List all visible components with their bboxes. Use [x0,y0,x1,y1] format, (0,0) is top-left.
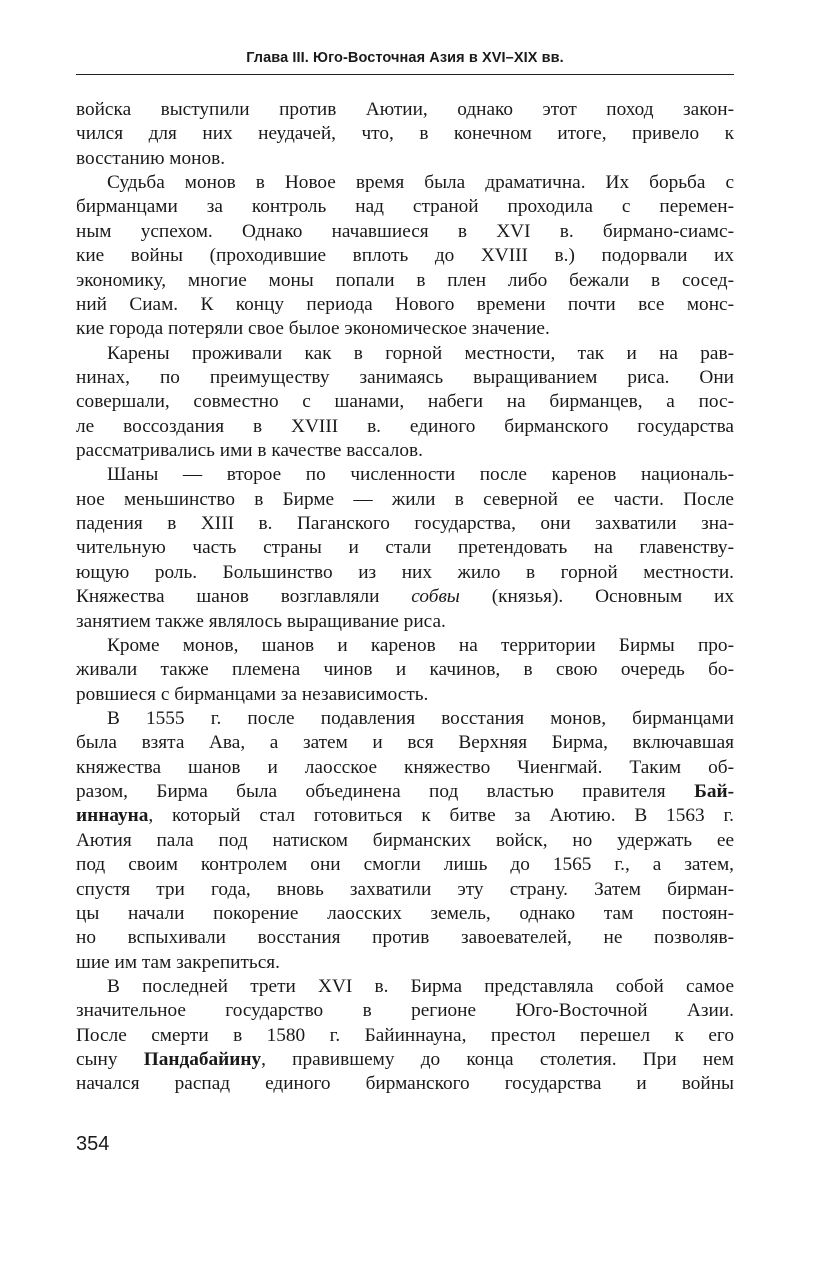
paragraph [76,975,734,1097]
text-line: экономику, многие моны попали в плен либо бежали в сосед- [76,269,734,291]
text-line: Карены проживали как в горной местности, так и на рав- [107,342,734,364]
text-line: была взята Ава, а затем и вся Верхняя Бирма, включавшая [76,732,734,754]
text-line: падения в XIII в. Паганского государства, они захватили зна- [76,513,734,535]
text-line: живали также племена чинов и качинов, в свою очередь бо- [76,659,734,681]
text-line: После смерти в 1580 г. Байиннауна, престол перешел к его [76,1024,734,1046]
text-line: шие им там закрепиться. [76,951,280,973]
paragraph [76,98,734,171]
text-line: кие войны (проходившие вплоть до XVIII в.) подорвали их [76,245,734,267]
text-line: Аютия пала под натиском бирманских войск, но удержать ее [76,829,734,851]
text-line: иннауна, который стал готовиться к битве за Аютию. В 1563 г. [76,805,734,827]
text-line: цы начали покорение лаосских земель, однако там постоян- [76,902,734,924]
text-line: В последней трети XVI в. Бирма представляла собой самое [107,975,734,997]
text-line: Судьба монов в Новое время была драматична. Их борьба с [107,172,734,194]
text-line: В 1555 г. после подавления восстания монов, бирманцами [107,707,734,729]
text-line: значительное государство в регионе Юго-Восточной Азии. [76,1000,734,1022]
text-line: княжества шанов и лаосское княжество Чиенгмай. Таким об- [76,756,734,778]
text-line: совершали, совместно с шанами, набеги на бирманцев, а пос- [76,391,734,413]
body-text [76,98,734,1097]
paragraph [76,171,734,342]
text-line: бирманцами за контроль над страной проходила с перемен- [76,196,734,218]
text-line: спустя три года, вновь захватили эту страну. Затем бирман- [76,878,734,900]
text-line: войска выступили против Аютии, однако этот поход закон- [76,99,734,120]
text-line: ровшиеся с бирманцами за независимость. [76,683,429,705]
text-line: но вспыхивали восстания против завоевателей, не позволяв- [76,927,734,949]
text-line: чительную часть страны и стали претендовать на главенству- [76,537,734,559]
text-line: Княжества шанов возглавляли собвы (князья). Основным их [76,586,734,608]
paragraph [76,634,734,707]
text-line: ное меньшинство в Бирме — жили в северной ее части. После [76,488,734,510]
text-line: нинах, по преимуществу занимаясь выращиванием риса. Они [76,366,734,388]
text-line: рассматривались ими в качестве вассалов. [76,440,423,462]
paragraph [76,342,734,464]
running-head: Глава III. Юго-Восточная Азия в XVI–XIX вв. [246,50,564,66]
text-line: кие города потеряли свое былое экономическое значение. [76,318,550,340]
text-line: ющую роль. Большинство из них жило в горной местности. [76,561,734,583]
text-line: ле воссоздания в XVIII в. единого бирманского государства [76,415,734,437]
text-line: разом, Бирма была объединена под властью правителя Бай- [76,781,734,803]
paragraph [76,707,734,975]
text-line: чился для них неудачей, что, в конечном итоге, привело к [76,123,734,145]
text-line: ний Сиам. К концу периода Нового времени почти все монс- [76,293,734,315]
text-line: Кроме монов, шанов и каренов на территории Бирмы про- [107,634,734,656]
text-line: Шаны — второе по численности после каренов националь- [107,464,734,486]
text-line: ным успехом. Однако начавшиеся в XVI в. бирмано-сиамс- [76,220,734,242]
text-line: начался распад единого бирманского государства и войны [76,1073,734,1095]
text-line: под своим контролем они смогли лишь до 1565 г., а затем, [76,854,734,876]
header-rule [76,74,734,75]
text-line: занятием также являлось выращивание риса. [76,610,446,632]
paragraph [76,463,734,634]
text-line: сыну Пандабайину, правившему до конца столетия. При нем [76,1049,735,1071]
text-line: восстанию монов. [76,147,226,169]
page-number: 354 [76,1133,110,1155]
